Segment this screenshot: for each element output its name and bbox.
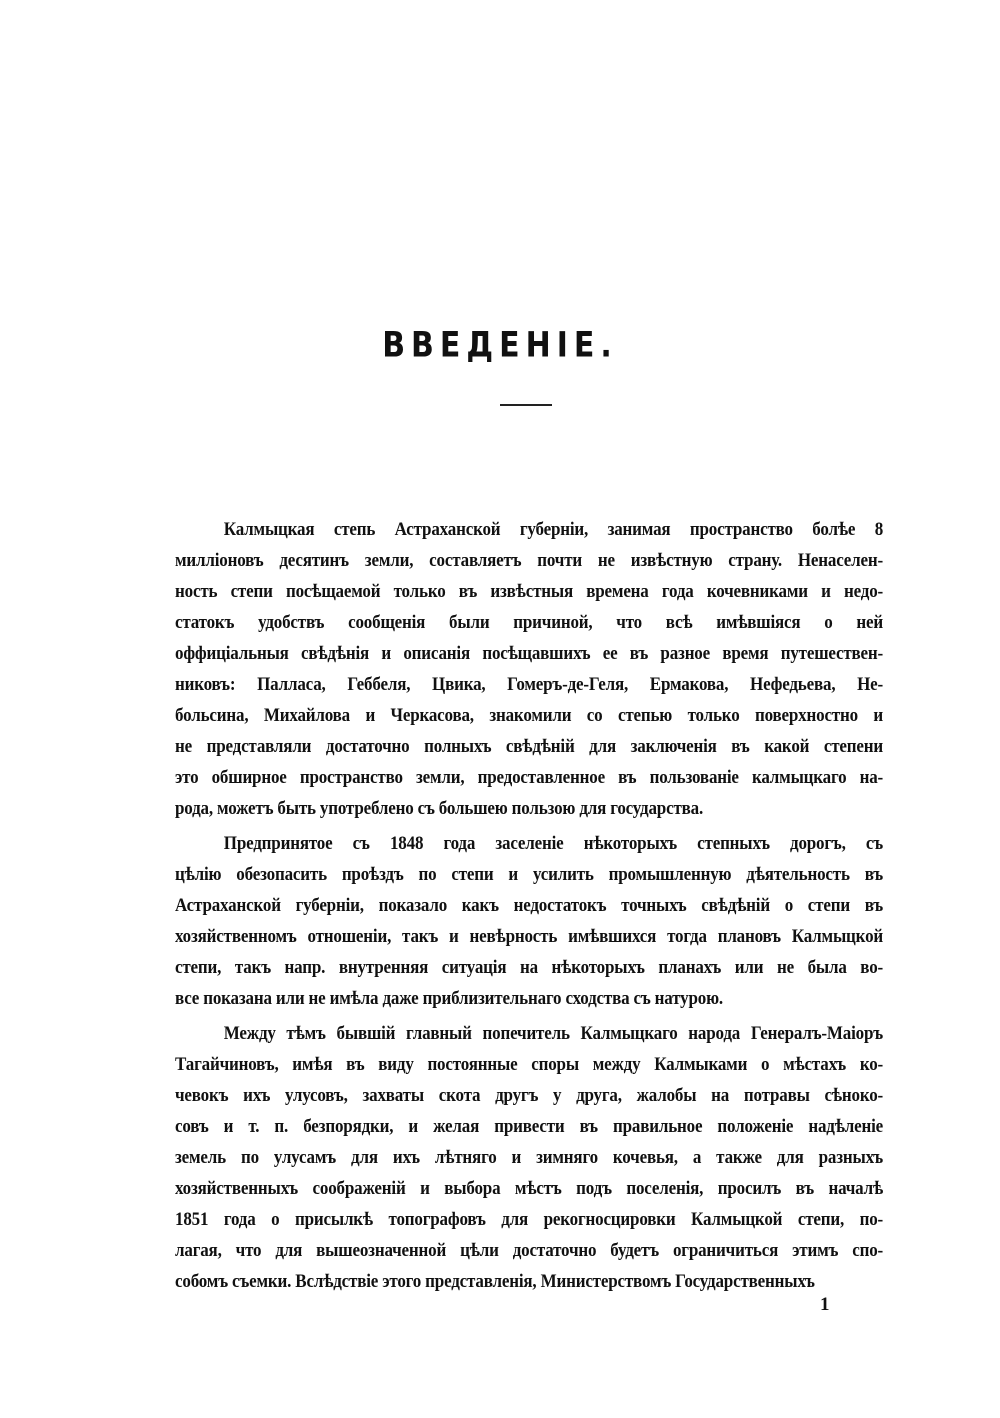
text-line: цѣлію обезопасить проѣздъ по степи и усилить промышленную дѣятельность въ	[175, 865, 884, 885]
text-line: Калмыцкая степь Астраханской губерніи, занимая пространство болѣе 8	[223, 520, 884, 540]
text-line: степи, такъ напр. внутренняя ситуація на нѣкоторыхъ планахъ или не была во-	[175, 958, 884, 978]
text-line: совъ и т. п. безпорядки, и желая привести въ правильное положеніе надѣленіе	[175, 1117, 884, 1137]
text-line: ность степи посѣщаемой только въ извѣстныя времена года кочевниками и недо-	[175, 582, 884, 602]
text-line: 1851 года о присылкѣ топографовъ для рекогносцировки Калмыцкой степи, по-	[175, 1210, 884, 1230]
text-line: Предпринятое съ 1848 года заселеніе нѣкоторыхъ степныхъ дорогъ, съ	[223, 834, 884, 854]
paragraph	[175, 1019, 883, 1298]
page-number: 1	[820, 1294, 830, 1315]
text-line: не представляли достаточно полныхъ свѣдѣній для заключенія въ какой степени	[175, 737, 884, 757]
text-line: собомъ съемки. Вслѣдствіе этого представленія, Министерствомъ Государственныхъ	[175, 1272, 815, 1292]
title-divider	[500, 404, 552, 406]
text-line: оффиціальныя свѣдѣнія и описанія посѣщавшихъ ее въ разное время путешествен-	[175, 644, 884, 664]
text-line: все показана или не имѣла даже приблизительнаго сходства съ натурою.	[175, 989, 723, 1009]
text-line: никовъ: Палласа, Геббеля, Цвика, Гомеръ-де-Геля, Ермакова, Нефедьева, Не-	[175, 675, 884, 695]
paragraph	[175, 515, 883, 825]
text-line: рода, можетъ быть употреблено съ большею пользою для государства.	[175, 799, 704, 819]
text-line: хозяйственныхъ соображеній и выбора мѣстъ подъ поселенія, просилъ въ началѣ	[175, 1179, 884, 1199]
text-line: статокъ удобствъ сообщенія были причиной, что всѣ имѣвшіяся о ней	[175, 613, 884, 633]
text-line: больсина, Михайлова и Черкасова, знакомили со степью только поверхностно и	[175, 706, 884, 726]
text-line: милліоновъ десятинъ земли, составляетъ почти не извѣстную страну. Ненаселен-	[175, 551, 884, 571]
text-line: земель по улусамъ для ихъ лѣтняго и зимняго кочевья, а также для разныхъ	[175, 1148, 884, 1168]
body-text	[175, 515, 883, 1302]
text-line: лагая, что для вышеозначенной цѣли достаточно будетъ ограничиться этимъ спо-	[175, 1241, 884, 1261]
text-line: Астраханской губерніи, показало какъ недостатокъ точныхъ свѣдѣній о степи въ	[175, 896, 884, 916]
text-line: Между тѣмъ бывшій главный попечитель Калмыцкаго народа Генералъ-Маіоръ	[223, 1024, 884, 1044]
text-line: Тагайчиновъ, имѣя въ виду постоянные споры между Калмыками о мѣстахъ ко-	[175, 1055, 884, 1075]
text-line: это обширное пространство земли, предоставленное въ пользованіе калмыцкаго на-	[175, 768, 884, 788]
paragraph	[175, 829, 883, 1015]
text-line: чевокъ ихъ улусовъ, захваты скота другъ у друга, жалобы на потравы сѣноко-	[175, 1086, 884, 1106]
text-line: хозяйственномъ отношеніи, такъ и невѣрность имѣвшихся тогда плановъ Калмыцкой	[175, 927, 884, 947]
page-title: ВВЕДЕНІЕ.	[382, 325, 618, 366]
